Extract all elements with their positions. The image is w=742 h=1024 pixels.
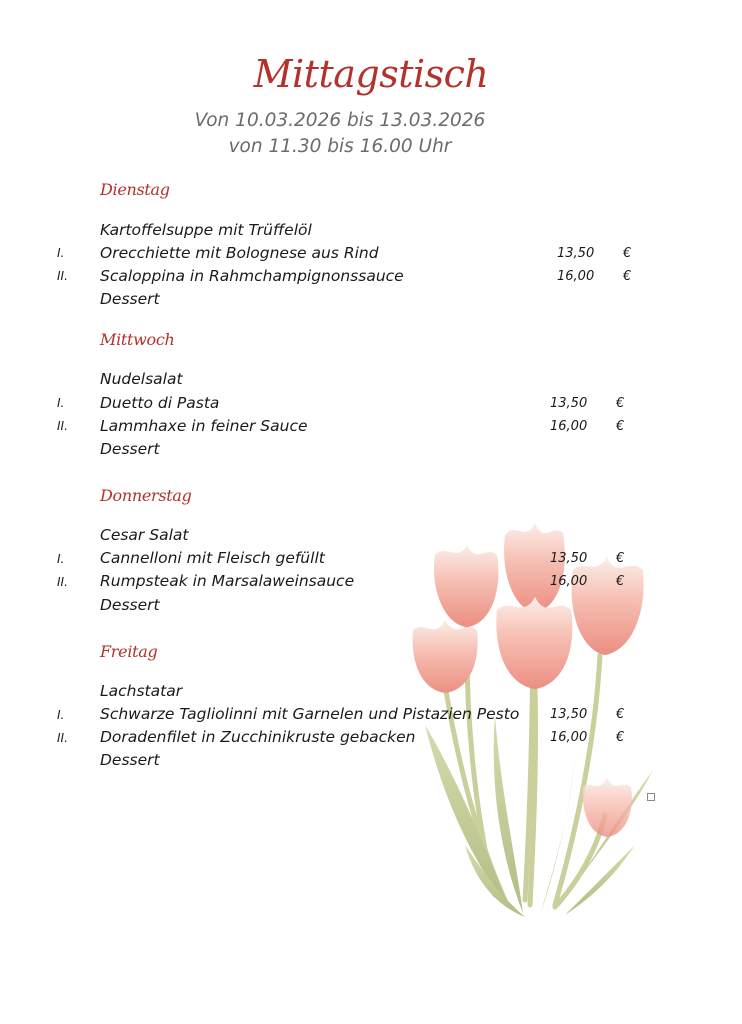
currency-symbol: € (623, 246, 632, 261)
dish-name: Duetto di Pasta (100, 394, 220, 412)
starter: Kartoffelsuppe mit Trüffelöl (100, 221, 312, 239)
starter: Lachstatar (100, 682, 183, 700)
date-range: Von 10.03.2026 bis 13.03.2026 (194, 110, 486, 131)
dish-name: Scaloppina in Rahmchampignonssauce (100, 267, 404, 285)
dish-number: II. (57, 731, 68, 745)
currency-symbol: € (623, 269, 632, 284)
dish-name: Orecchiette mit Bolognese aus Rind (100, 244, 379, 262)
resize-handle[interactable] (647, 793, 655, 801)
dish-price: 13,50 (550, 707, 588, 722)
dish-price: 13,50 (550, 551, 588, 566)
currency-symbol: € (616, 396, 625, 411)
dish-price: 16,00 (550, 730, 588, 745)
time-range: von 11.30 bis 16.00 Uhr (228, 136, 452, 157)
dish-price: 13,50 (550, 396, 588, 411)
day-heading-freitag: Freitag (100, 642, 158, 661)
menu-title: Mittagstisch (253, 52, 489, 96)
currency-symbol: € (616, 707, 625, 722)
dessert: Dessert (100, 440, 160, 458)
dish-name: Rumpsteak in Marsalaweinsauce (100, 572, 355, 590)
dessert: Dessert (100, 751, 160, 769)
dessert: Dessert (100, 596, 160, 614)
dish-number: I. (57, 246, 65, 260)
dish-price: 16,00 (557, 269, 595, 284)
currency-symbol: € (616, 574, 625, 589)
day-heading-donnerstag: Donnerstag (100, 486, 192, 505)
dish-number: II. (57, 575, 68, 589)
currency-symbol: € (616, 419, 625, 434)
day-heading-mittwoch: Mittwoch (100, 330, 175, 349)
dish-name: Schwarze Tagliolinni mit Garnelen und Pistazien Pesto (100, 705, 520, 723)
dish-number: I. (57, 396, 65, 410)
starter: Nudelsalat (100, 370, 183, 388)
dish-number: II. (57, 269, 68, 283)
dish-price: 13,50 (557, 246, 595, 261)
dish-price: 16,00 (550, 419, 588, 434)
dish-number: II. (57, 419, 68, 433)
dish-price: 16,00 (550, 574, 588, 589)
currency-symbol: € (616, 551, 625, 566)
dish-number: I. (57, 552, 65, 566)
dish-name: Cannelloni mit Fleisch gefüllt (100, 549, 325, 567)
dish-name: Doradenfilet in Zucchinikruste gebacken (100, 728, 416, 746)
starter: Cesar Salat (100, 526, 189, 544)
dish-number: I. (57, 708, 65, 722)
dessert: Dessert (100, 290, 160, 308)
dish-name: Lammhaxe in feiner Sauce (100, 417, 308, 435)
currency-symbol: € (616, 730, 625, 745)
day-heading-dienstag: Dienstag (100, 180, 170, 199)
